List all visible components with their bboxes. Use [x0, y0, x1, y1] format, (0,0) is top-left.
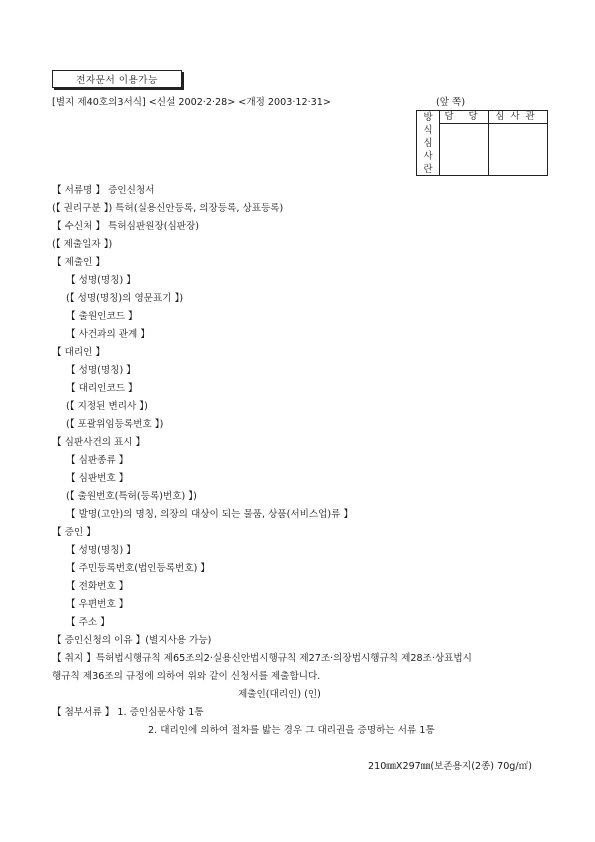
field-designated-attorney: (【 지정된 변리사 】) — [66, 401, 148, 412]
attachment-item-2: 2. 대리인에 의하여 절차를 밟는 경우 그 대리권을 증명하는 서류 1통 — [148, 725, 435, 736]
field-witness-name: 【 성명(명칭) 】 — [66, 545, 136, 556]
approval-side-char: 란 — [423, 164, 433, 175]
approval-column-header: 심사관 — [489, 111, 547, 124]
approval-side-char: 심 — [423, 138, 433, 149]
purpose-statement-line2: 행규칙 제36조의 규정에 의하여 위와 같이 신청서를 제출합니다. — [52, 671, 321, 682]
field-witness-postal-code: 【 우편번호 】 — [66, 599, 129, 610]
approval-column-officer — [440, 111, 489, 175]
approval-side-char: 방 — [423, 112, 433, 123]
field-submitter-name: 【 성명(명칭) 】 — [66, 275, 136, 286]
field-agent-code: 【 대리인코드 】 — [66, 383, 138, 394]
page-side-label: (앞 쪽) — [436, 97, 466, 108]
field-witness-phone: 【 전화번호 】 — [66, 581, 129, 592]
field-submission-date: (【 제출일자 】) — [52, 239, 113, 250]
approval-column-examiner — [489, 111, 547, 175]
approval-side-label — [417, 111, 440, 175]
field-invention-title: 【 발명(고안)의 명칭, 의장의 대상이 되는 물품, 상품(서비스업)류 】 — [66, 509, 354, 520]
field-trial-type: 【 심판종류 】 — [66, 455, 129, 466]
approval-side-char: 사 — [423, 151, 433, 162]
field-agent-name: 【 성명(명칭) 】 — [66, 365, 136, 376]
approval-column-header: 담 당 — [440, 111, 488, 124]
field-right-type: (【 권리구분 】) 특허(실용신안등록, 의장등록, 상표등록) — [52, 203, 284, 214]
paper-spec: 210㎜X297㎜(보존용지(2종) 70g/㎡) — [368, 761, 532, 772]
field-request-reason: 【 증인신청의 이유 】(별지사용 가능) — [52, 635, 212, 646]
section-trial-case: 【 심판사건의 표시 】 — [52, 437, 146, 448]
approval-side-char: 식 — [423, 125, 433, 136]
field-case-relation: 【 사건과의 관계 】 — [66, 329, 150, 340]
field-general-power-number: (【 포괄위임등록번호 】) — [66, 419, 164, 430]
field-submitter-english-name: (【 성명(명칭)의 영문표기 】) — [66, 293, 184, 304]
section-submitter: 【 제출인 】 — [52, 257, 106, 268]
section-witness: 【 증인 】 — [52, 527, 96, 538]
electronic-document-stamp: 전자문서 이용가능 — [52, 70, 182, 88]
field-witness-id-number: 【 주민등록번호(법인등록번호) 】 — [66, 563, 210, 574]
approval-box — [416, 110, 548, 176]
form-header: [별지 제40호의3서식] <신설 2002·2·28> <개정 2003·12·31> — [52, 97, 331, 108]
field-applicant-code: 【 출원인코드 】 — [66, 311, 138, 322]
submitter-signature-line: 제출인(대리인) (인) — [238, 689, 321, 700]
field-application-number: (【 출원번호(특허(등록)번호) 】) — [66, 491, 197, 502]
purpose-statement-line1: 【 취지 】특허법시행규칙 제65조의2·실용신안법시행규칙 제27조·의장법시행규칙 제28조·상표법시 — [52, 653, 472, 664]
section-agent: 【 대리인 】 — [52, 347, 106, 358]
field-witness-address: 【 주소 】 — [66, 617, 110, 628]
field-recipient: 【 수신처 】 특허심판원장(심판장) — [52, 221, 200, 232]
field-attachments: 【 첨부서류 】 1. 증인심문사항 1통 — [52, 707, 204, 718]
field-trial-number: 【 심판번호 】 — [66, 473, 129, 484]
field-document-name: 【 서류명 】 증인신청서 — [52, 185, 155, 196]
